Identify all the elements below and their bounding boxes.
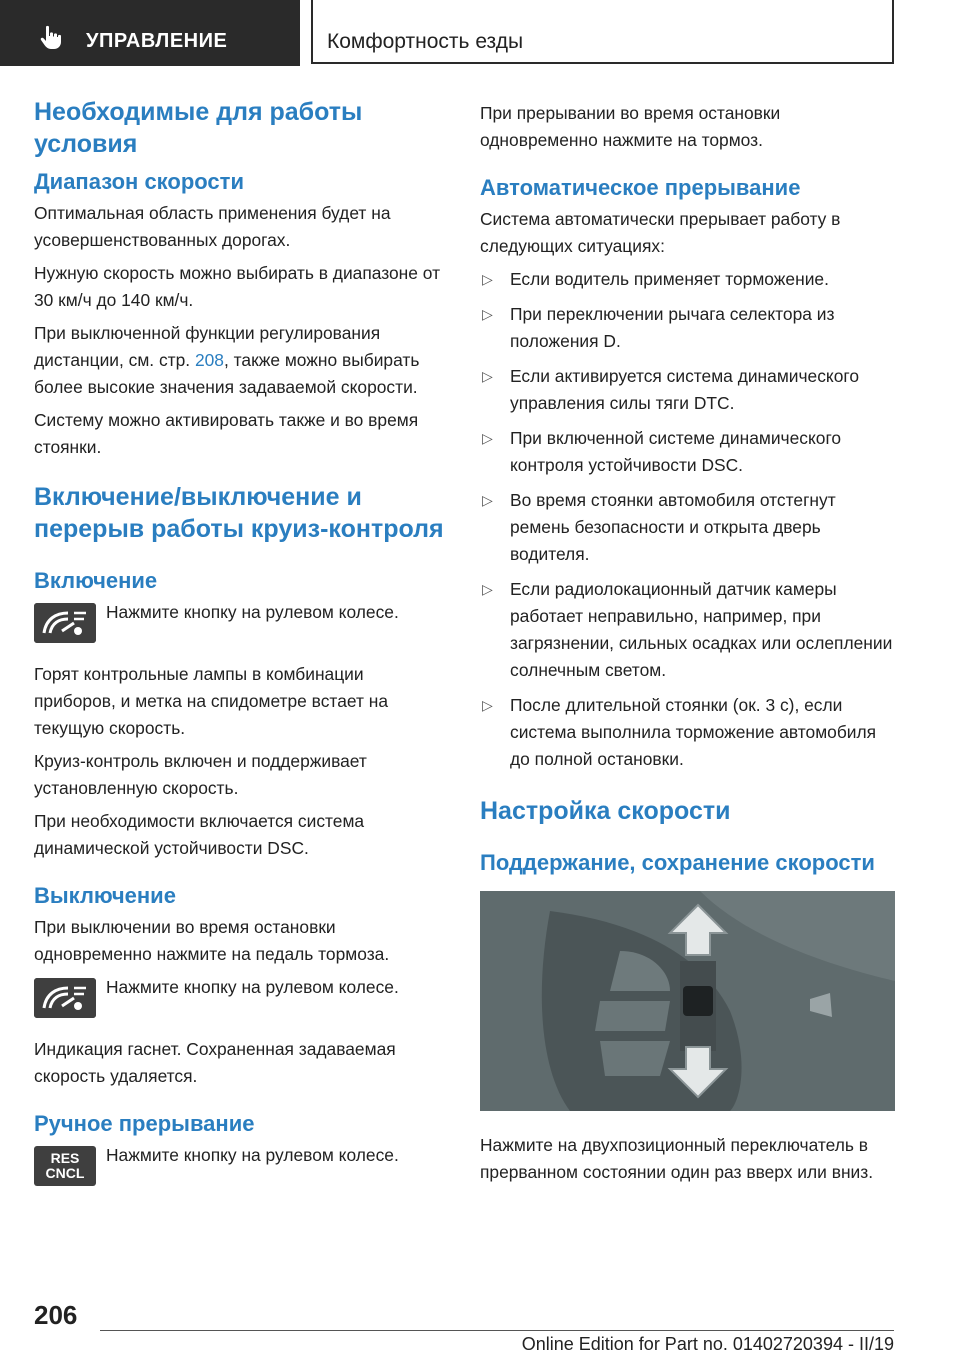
speed-range-paragraph-4: Систему можно активировать также и во время стоянки. (34, 410, 419, 457)
footer-divider (100, 1330, 894, 1331)
triangle-bullet-icon: ▷ (482, 430, 493, 446)
manual-interrupt-heading: Ручное прерывание (34, 1111, 255, 1136)
triangle-bullet-icon: ▷ (482, 581, 493, 597)
triangle-bullet-icon: ▷ (482, 492, 493, 508)
on-off-heading: Включение/выключение и перерыв работы круиз-контроля (34, 483, 444, 543)
switch-off-instruction (34, 974, 446, 1030)
triangle-bullet-icon: ▷ (482, 368, 493, 384)
switch-on-paragraph-3: При необходимости включается система динамической устойчивости DSC. (34, 811, 365, 858)
switch-off-button-text: Нажмите кнопку на рулевом колесе. (106, 977, 399, 997)
list-item: ▷ Если активируется система динамического управления силы тяги DTC. (480, 363, 900, 417)
manual-interrupt-button-text: Нажмите кнопку на рулевом колесе. (106, 1145, 399, 1165)
hold-speed-heading: Поддержание, сохранение скорости (480, 850, 875, 875)
header-chapter-label: Комфортность езды (327, 30, 524, 53)
switch-on-paragraph-1: Горят контрольные лампы в комбинации приборов, и метка на спидометре встает на текущую скорость. (34, 664, 389, 738)
right-column (480, 100, 900, 1192)
left-column (34, 96, 446, 1204)
switch-off-paragraph-2: Индикация гаснет. Сохраненная задаваемая скорость удаляется. (34, 1039, 396, 1086)
auto-interrupt-paragraph: Система автоматически прерывает работу в следующих ситуациях: (480, 209, 841, 256)
header-section-tab (0, 0, 300, 66)
switch-off-heading: Выключение (34, 883, 176, 908)
triangle-bullet-icon: ▷ (482, 697, 493, 713)
speed-range-text-a: При выключенной функции регулирования дистанции, см. стр. (34, 323, 381, 370)
list-item: ▷ Если водитель применяет торможение. (480, 266, 900, 293)
switch-on-paragraph-2: Круиз-контроль включен и поддерживает установленную скорость. (34, 751, 367, 798)
hand-pointer-icon (38, 24, 64, 50)
speed-range-text-b: , также можно выбирать более высокие значения задаваемой скорости. (34, 350, 420, 397)
speed-range-paragraph-3 (34, 320, 446, 401)
list-item: ▷ При включенной системе динамического контроля устойчивости DSC. (480, 425, 900, 479)
res-label: RES (50, 1150, 80, 1166)
speed-range-paragraph-1: Оптимальная область применения будет на усовершенствованных дорогах. (34, 203, 391, 250)
list-item: ▷ Если радиолокационный датчик камеры работает неправильно, например, при загрязнении, сильных осадках или ослеплении солнечным светом. (480, 576, 900, 684)
rocker-switch-paragraph: Нажмите на двухпозиционный переключатель в прерванном состоянии один раз вверх или вниз. (480, 1135, 874, 1182)
cncl-label: CNCL (45, 1165, 85, 1181)
res-cncl-button-icon (34, 1146, 96, 1186)
steering-wheel-rocker-photo (480, 891, 895, 1111)
stop-brake-paragraph: При прерывании во время остановки одновременно нажмите на тормоз. (480, 103, 781, 150)
list-item: ▷ После длительной стоянки (ок. 3 с), если система выполнила торможение автомобиля до полной остановки. (480, 692, 900, 773)
footer-edition: Online Edition for Part no. 01402720394 - II/19 (521, 1334, 894, 1354)
cruise-control-icon (34, 978, 96, 1018)
speed-setting-heading: Настройка скорости (480, 797, 731, 825)
header-section-label: УПРАВЛЕНИЕ (86, 30, 228, 52)
auto-interrupt-heading: Автоматическое прерывание (480, 175, 801, 200)
triangle-bullet-icon: ▷ (482, 271, 493, 287)
switch-on-instruction (34, 599, 446, 655)
manual-interrupt-instruction (34, 1142, 446, 1198)
switch-off-paragraph-1: При выключении во время остановки одновременно нажмите на педаль тормоза. (34, 917, 390, 964)
conditions-heading: Необходимые для работы условия (34, 98, 363, 158)
auto-interrupt-list (480, 266, 900, 773)
switch-on-button-text: Нажмите кнопку на рулевом колесе. (106, 602, 399, 622)
cruise-control-icon (34, 603, 96, 643)
speed-range-heading: Диапазон скорости (34, 169, 244, 194)
page-reference-link[interactable]: 208 (194, 350, 224, 370)
triangle-bullet-icon: ▷ (482, 306, 493, 322)
switch-on-heading: Включение (34, 568, 158, 593)
page-number: 206 (34, 1300, 78, 1330)
list-item: ▷ При переключении рычага селектора из положения D. (480, 301, 900, 355)
speed-range-paragraph-2: Нужную скорость можно выбирать в диапазоне от 30 км/ч до 140 км/ч. (34, 263, 441, 310)
list-item: ▷ Во время стоянки автомобиля отстегнут ремень безопасности и открыта дверь водителя. (480, 487, 900, 568)
header-chapter-tab (311, 0, 894, 64)
